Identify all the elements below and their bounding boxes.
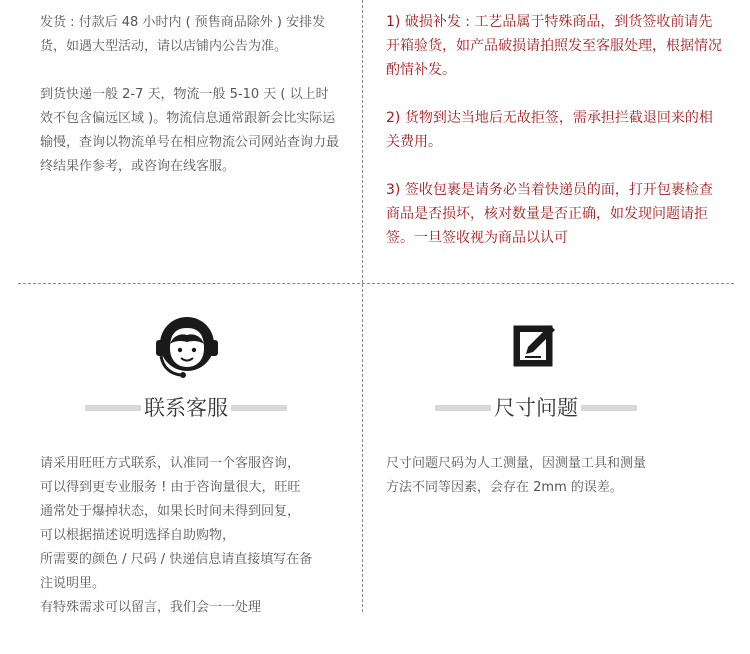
edit-note-icon (513, 321, 559, 367)
customer-service-line: 可以根据描述说明选择自助购物， (40, 528, 236, 543)
horizontal-divider (18, 283, 734, 284)
notice-inspect-package: 3) 签收包裹是请务必当着快递员的面，打开包裹检查商品是否损坏，核对数量是否正确，如发现问题请拒签。一旦签收视为商品以认可 (386, 182, 713, 246)
shipping-time-paragraph: 发货 : 付款后 48 小时内 ( 预售商品除外 ) 安排发货，如遇大型活动，请以店铺内公告为准。 (40, 15, 326, 54)
customer-service-line: 注说明里。 (40, 576, 106, 591)
size-issue-heading (435, 393, 637, 423)
customer-service-headset-icon (153, 314, 221, 382)
notice-damage-reissue: 1) 破损补发 : 工艺品属于特殊商品，到货签收前请先开箱验货，如产品破损请拍照发至客服处理，根据情况酌情补发。 (386, 14, 722, 78)
vertical-divider-bottom (362, 284, 363, 612)
vertical-divider-top (362, 0, 363, 283)
size-issue-title: 尺寸问题 (491, 396, 581, 420)
size-issue-line: 尺寸问题尺码为人工测量，因测量工具和测量 (386, 456, 647, 471)
notice-refusal-fee: 2) 货物到达当地后无故拒签，需承担拦截退回来的相关费用。 (386, 110, 713, 150)
customer-service-title: 联系客服 (141, 396, 231, 420)
customer-service-line: 可以得到更专业服务 ! 由于咨询量很大，旺旺 (40, 480, 301, 495)
customer-service-line: 所需要的颜色 / 尺码 / 快递信息请直接填写在备 (40, 552, 313, 567)
customer-service-line: 通常处于爆掉状态，如果长时间未得到回复， (40, 504, 301, 519)
customer-service-line: 请采用旺旺方式联系，认准同一个客服咨询， (40, 456, 301, 471)
customer-service-heading (85, 393, 287, 423)
size-issue-line: 方法不同等因素，会存在 2mm 的误差。 (386, 480, 623, 495)
customer-service-line: 有特殊需求可以留言，我们会一一处理 (40, 600, 262, 615)
delivery-time-paragraph: 到货快递一般 2-7 天，物流一般 5-10 天 ( 以上时效不包含偏远区域 )。物流信息通常跟新会比实际运输慢，查询以物流单号在相应物流公司网站查询力最终结果作参考，或咨询在线客服。 (40, 87, 340, 174)
